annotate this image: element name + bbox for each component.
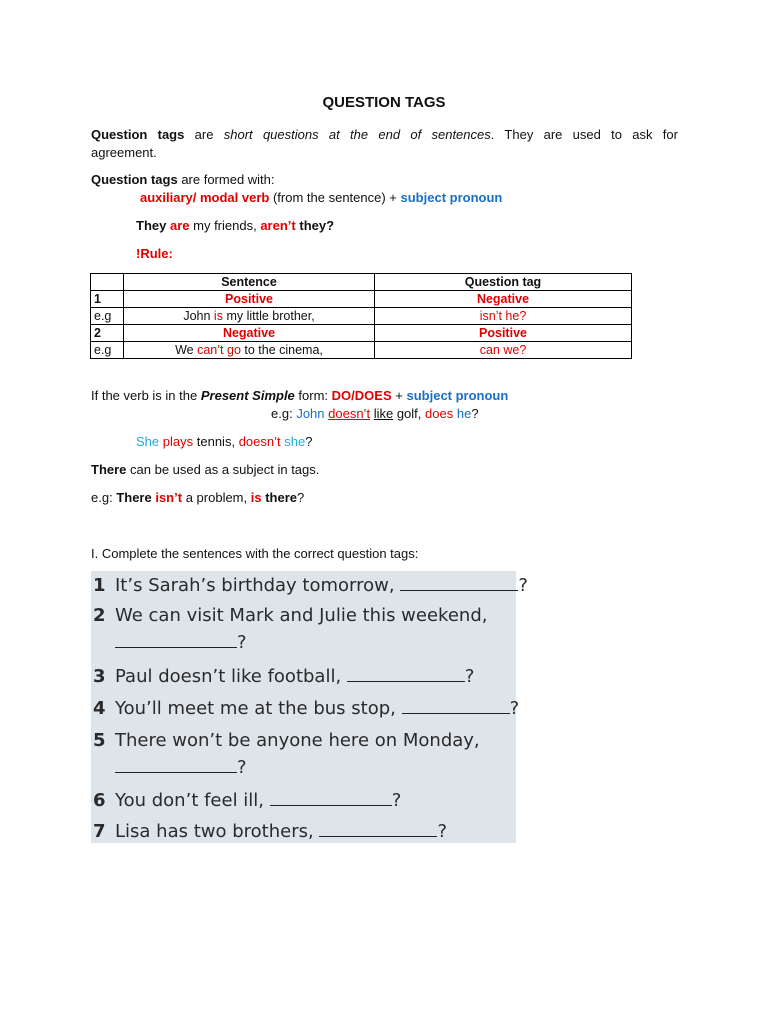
intro-are: are [194, 127, 214, 142]
table-row [91, 291, 632, 308]
row-num: 1 [91, 291, 124, 308]
row-sentence [124, 342, 375, 359]
formed-line [91, 171, 678, 189]
table-header-num [91, 274, 124, 291]
exercise-item [91, 821, 447, 842]
there-text: can be used as a subject in tags. [130, 462, 320, 477]
ex2-tennis: tennis, [196, 434, 236, 449]
exercise-text: Lisa has two brothers, [115, 821, 314, 842]
exercise-item [91, 698, 519, 719]
row-sentence-b: to the cinema, [244, 343, 323, 357]
ex2-doesnt: doesn’t [238, 434, 281, 449]
ex1-they2: they? [299, 218, 335, 233]
te-there: There [116, 490, 152, 505]
exercise-item [91, 666, 474, 687]
exercise-item [91, 790, 401, 811]
table-header-tag: Question tag [375, 274, 632, 291]
answer-blank[interactable] [115, 633, 237, 648]
exercise-num: 1 [93, 575, 106, 596]
row-sentence-a: John [183, 309, 211, 323]
exercise-num: 2 [93, 605, 106, 626]
row-sentence-a: We [175, 343, 194, 357]
ps-plus: + [395, 388, 403, 403]
exercise-num: 3 [93, 666, 106, 687]
exercise-end: ? [237, 757, 247, 778]
table-row [91, 342, 632, 359]
intro-line-2: agreement. [91, 145, 157, 160]
rules-table [90, 273, 632, 359]
ps-he: he [456, 406, 472, 421]
row-tag: can we? [375, 342, 632, 359]
intro-term: Question tags [91, 127, 185, 142]
exercise-num: 4 [93, 698, 106, 719]
row-tag: Negative [375, 291, 632, 308]
exercise-num: 6 [93, 790, 106, 811]
example-1 [136, 217, 334, 235]
present-simple-example [271, 405, 479, 423]
ex2-q: ? [305, 434, 313, 449]
exercise-end: ? [437, 821, 447, 842]
there-example [91, 489, 304, 507]
exercise-instruction: I. Complete the sentences with the correct question tags: [91, 546, 419, 561]
ps-john: John [296, 406, 325, 421]
exercise-box [91, 571, 528, 843]
answer-blank[interactable] [347, 667, 465, 682]
table-row [91, 308, 632, 325]
answer-blank[interactable] [400, 576, 518, 591]
row-tag: isn’t he? [375, 308, 632, 325]
ex1-arent: aren’t [260, 218, 296, 233]
intro-rest: . They are used to ask for [490, 127, 678, 142]
answer-blank[interactable] [115, 758, 237, 773]
row-sentence-verb: can’t go [197, 343, 241, 357]
intro-definition: short questions at the end of sentences [223, 127, 491, 142]
exercise-num: 7 [93, 821, 106, 842]
row-num: 2 [91, 325, 124, 342]
row-sentence [124, 308, 375, 325]
answer-blank[interactable] [319, 822, 437, 837]
ps-dodoes: DO/DOES [331, 388, 392, 403]
exercise-item [91, 605, 487, 626]
ex1-they: They [136, 218, 167, 233]
te-is: is [250, 490, 262, 505]
row-sentence: Positive [124, 291, 375, 308]
intro-line-1 [91, 126, 678, 144]
table-row [91, 325, 632, 342]
te-isnt: isn’t [155, 490, 183, 505]
exercise-item-continued [115, 632, 247, 653]
ex2-she: She [136, 434, 160, 449]
ps-does: does [425, 406, 454, 421]
formula-aux: auxiliary/ modal verb [140, 190, 270, 205]
ex1-are: are [169, 218, 190, 233]
exercise-item-continued [115, 757, 247, 778]
te-q: ? [297, 490, 305, 505]
exercise-end: ? [509, 698, 520, 719]
answer-blank[interactable] [402, 699, 510, 714]
ex2-plays: plays [162, 434, 194, 449]
ex1-mid: my friends, [193, 218, 257, 233]
rule-label: !Rule: [136, 246, 173, 261]
exercise-text: You’ll meet me at the bus stop, [115, 698, 396, 719]
exercise-text: You don’t feel ill, [115, 790, 265, 811]
row-tag: Positive [375, 325, 632, 342]
example-2 [136, 433, 312, 451]
te-there2: there [265, 490, 298, 505]
formula-from: (from the sentence) + [272, 190, 397, 205]
present-simple-rule [91, 387, 508, 405]
te-mid: a problem, [185, 490, 248, 505]
exercise-item [91, 730, 480, 751]
formed-term: Question tags [91, 172, 178, 187]
ps-eg: e.g: [271, 406, 293, 421]
exercise-num: 5 [93, 730, 106, 751]
exercise-end: ? [237, 632, 247, 653]
ps-like: like [373, 406, 394, 421]
page-title: QUESTION TAGS [322, 94, 446, 111]
ps-doesnt: doesn’t [328, 406, 371, 421]
ps-subject: subject pronoun [406, 388, 509, 403]
ex2-she2: she [284, 434, 306, 449]
exercise-item [91, 575, 528, 596]
te-eg: e.g: [91, 490, 113, 505]
row-sentence-b: my little brother, [226, 309, 315, 323]
row-num: e.g [91, 342, 124, 359]
exercise-text: It’s Sarah’s birthday tomorrow, [115, 575, 395, 596]
ps-tense: Present Simple [200, 388, 295, 403]
answer-blank[interactable] [270, 791, 392, 806]
row-num: e.g [91, 308, 124, 325]
formula-subject: subject pronoun [400, 190, 503, 205]
there-rule [91, 461, 319, 479]
ps-golf: golf, [396, 406, 422, 421]
exercise-end: ? [518, 575, 528, 596]
row-sentence-verb: is [213, 309, 223, 323]
ps-pre: If the verb is in the [91, 388, 198, 403]
formed-text: are formed with: [181, 172, 275, 187]
ps-form: form: [298, 388, 329, 403]
formula-line [140, 189, 502, 207]
exercise-end: ? [391, 790, 402, 811]
row-sentence: Negative [124, 325, 375, 342]
exercise-text: Paul doesn’t like football, [115, 666, 342, 687]
table-header-row [91, 274, 632, 291]
exercise-text: We can visit Mark and Julie this weekend, [115, 605, 488, 626]
table-header-sentence: Sentence [124, 274, 375, 291]
there-word: There [91, 462, 127, 477]
ps-q: ? [471, 406, 479, 421]
exercise-end: ? [464, 666, 475, 687]
exercise-text: There won’t be anyone here on Monday, [115, 730, 480, 751]
